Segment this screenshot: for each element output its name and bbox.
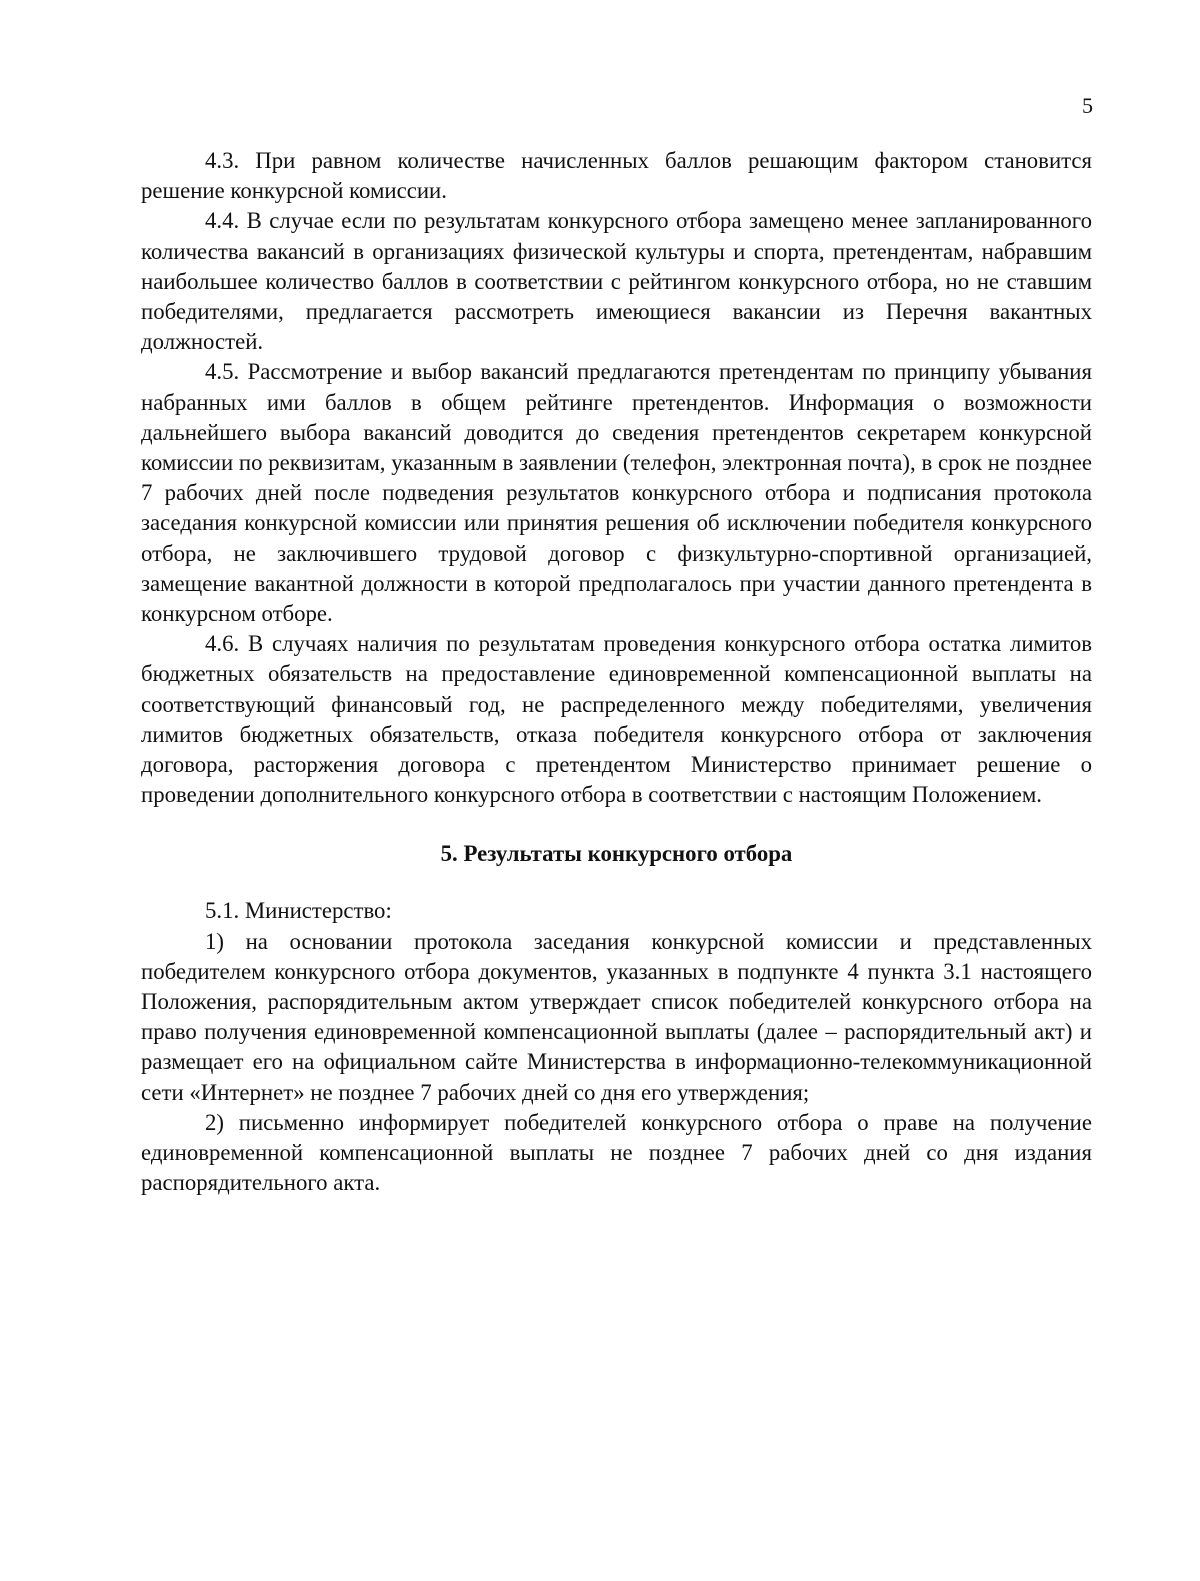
paragraph-5-1: 5.1. Министерство: <box>205 898 392 924</box>
section-heading: 5. Результаты конкурсного отбора <box>440 841 793 867</box>
paragraph-5-1-item-2: 2) письменно информирует победителей конкурсного отбора о праве на получение единовременной компенсационной выплаты не позднее 7 рабочих дней со дня издания распорядительного акта. <box>141 1109 1092 1196</box>
paragraph-4-5: 4.5. Рассмотрение и выбор вакансий предлагаются претендентам по принципу убывания набранных ими баллов в общем рейтинге претендентов. Информация о возможности дальнейшего выбора вакансий доводится до сведения претендентов секретарем конкурсной комиссии по реквизитам, указанным в заявлении (телефон, электронная почта), в срок не позднее 7 рабочих дней после подведения результатов конкурсного отбора и подписания протокола заседания конкурсной комиссии или принятия решения об исключении победителя конкурсного отбора, не заключившего трудовой договор с физкультурно-спортивной организацией, замещение вакантной должности в которой предполагалось при участии данного претендента в конкурсном отборе. <box>141 359 1092 627</box>
paragraph-4-4: 4.4. В случае если по результатам конкурсного отбора замещено менее запланированного количества вакансий в организациях физической культуры и спорта, претендентам, набравшим наибольшее количество баллов в соответствии с рейтингом конкурсного отбора, но не ставшим победителями, предлагается рассмотреть имеющиеся вакансии из Перечня вакантных должностей. <box>141 208 1092 355</box>
page-number: 5 <box>1082 93 1093 118</box>
paragraph-5-1-item-1: 1) на основании протокола заседания конкурсной комиссии и представленных победителем конкурсного отбора документов, указанных в подпункте 4 пункта 3.1 настоящего Положения, распорядительным актом утверждает список победителей конкурсного отбора на право получения единовременной компенсационной выплаты (далее – распорядительный акт) и размещает его на официальном сайте Министерства в информационно-телекоммуникационной сети «Интернет» не позднее 7 рабочих дней со дня его утверждения; <box>141 928 1092 1105</box>
document-body <box>141 146 1092 1199</box>
paragraph-4-3: 4.3. При равном количестве начисленных баллов решающим фактором становится решение конкурсной комиссии. <box>141 148 1092 204</box>
paragraph-4-6: 4.6. В случаях наличия по результатам проведения конкурсного отбора остатка лимитов бюджетных обязательств на предоставление единовременной компенсационной выплаты на соответствующий финансовый год, не распределенного между победителями, увеличения лимитов бюджетных обязательств, отказа победителя конкурсного отбора от заключения договора, расторжения договора с претендентом Министерство принимает решение о проведении дополнительного конкурсного отбора в соответствии с настоящим Положением. <box>141 631 1092 808</box>
